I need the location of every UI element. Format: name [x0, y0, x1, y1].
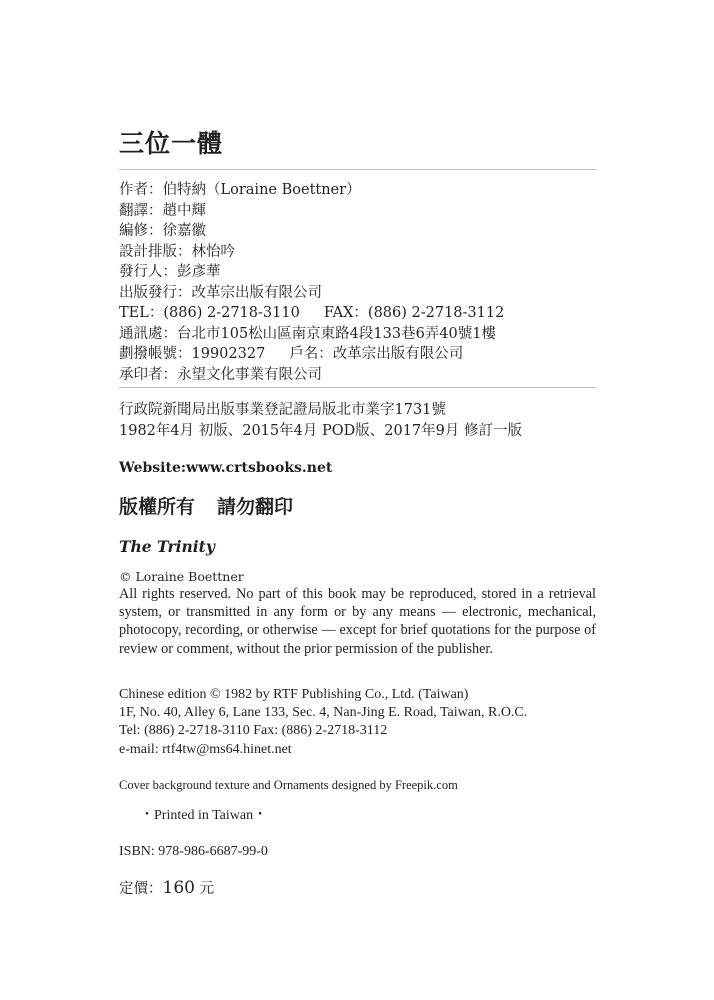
credits-block	[119, 180, 599, 385]
contact-account-line	[119, 344, 599, 365]
rights-reserved-zh	[119, 494, 293, 520]
chinese-edition-address: 1F, No. 40, Alley 6, Lane 133, Sec. 4, Nan-Jing E. Road, Taiwan, R.O.C.	[119, 705, 528, 721]
chinese-edition-copyright: Chinese edition © 1982 by RTF Publishing Co., Ltd. (Taiwan)	[119, 687, 469, 702]
rights-zh-part2: 請勿翻印	[217, 496, 294, 518]
divider-middle	[119, 387, 596, 388]
credit-editor: 編修：徐嘉徽	[119, 223, 206, 239]
english-title: The Trinity	[119, 537, 215, 556]
registration-license: 行政院新聞局出版事業登記證局版北市業字1731號	[119, 402, 446, 418]
contact-tel: TEL：(886) 2-2718-3110	[119, 305, 300, 321]
contact-account-name: 戶名：改革宗出版有限公司	[289, 346, 464, 362]
registration-block	[119, 400, 599, 442]
rights-zh-part1: 版權所有	[119, 496, 196, 518]
contact-fax: FAX：(886) 2-2718-3112	[323, 305, 505, 321]
isbn: ISBN: 978-986-6687-99-0	[119, 844, 268, 859]
contact-phone-fax	[119, 303, 599, 324]
copyright-author: © Loraine Boettner	[119, 569, 244, 584]
credit-issuer: 發行人：彭彥華	[119, 264, 221, 280]
price-unit: 元	[199, 881, 215, 897]
chinese-edition-phone: Tel: (886) 2-2718-3110 Fax: (886) 2-2718-3112	[119, 723, 388, 739]
divider-top	[119, 169, 596, 170]
credit-author: 作者：伯特納（Loraine Boettner）	[119, 182, 361, 198]
website-link[interactable]: Website:www.crtsbooks.net	[119, 460, 333, 476]
chinese-edition-email[interactable]: e-mail: rtf4tw@ms64.hinet.net	[119, 741, 292, 757]
price-label: 定價：	[119, 881, 163, 897]
printed-in: ・Printed in Taiwan・	[140, 808, 268, 823]
registration-editions: 1982年4月 初版、2015年4月 POD版、2017年9月 修訂一版	[119, 423, 522, 439]
contact-account: 劃撥帳號：19902327	[119, 346, 266, 362]
book-title: 三位一體	[119, 129, 224, 158]
cover-credit: Cover background texture and Ornaments designed by Freepik.com	[119, 778, 458, 792]
chinese-edition-block	[119, 686, 599, 759]
contact-address: 通訊處：台北市105松山區南京東路4段133巷6弄40號1樓	[119, 325, 496, 342]
price	[119, 876, 214, 901]
credit-designer: 設計排版：林怡吟	[119, 243, 235, 260]
credit-publisher: 出版發行：改革宗出版有限公司	[119, 284, 322, 301]
credit-translator: 翻譯：趙中輝	[119, 202, 206, 219]
contact-printer: 承印者：永望文化事業有限公司	[119, 366, 322, 383]
rights-reserved-en: All rights reserved. No part of this book may be reproduced, stored in a retrieval system, or transmitted in any form or by any means — electronic, mechanical, photocopy, recording, or otherwise — except for brief quotations for the purpose of review or comment, without the prior permission of the publisher.	[119, 586, 596, 657]
price-amount: 160	[162, 878, 195, 898]
